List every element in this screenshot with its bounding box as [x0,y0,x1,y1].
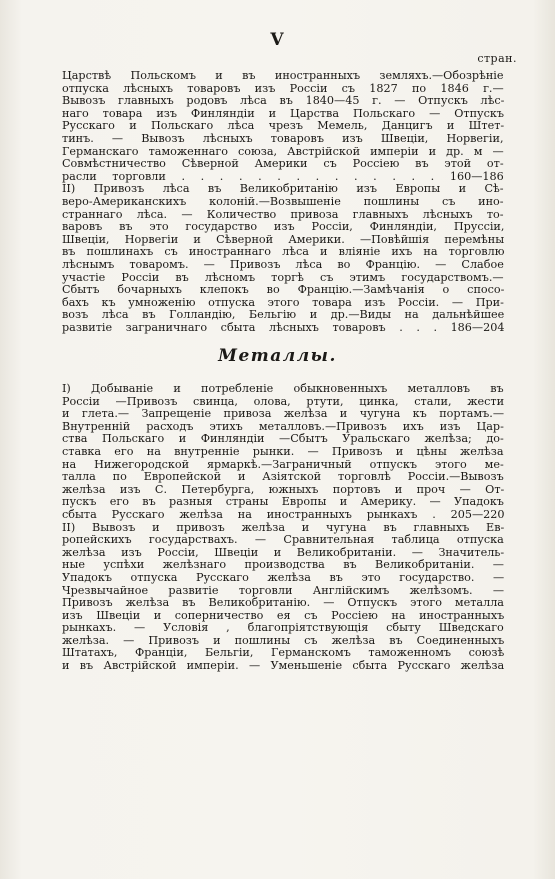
text-line: и въ Австрійской имперіи. — Уменьшеніе сбыта Русскаго желѣза [62,660,504,673]
page-column-label: стран. [477,52,517,65]
text-line: ропейскихъ государствахъ. — Сравнительная таблица отпуска [62,534,504,547]
text-line: расли торговли . . . . . . . . . . . . . . 160—186 [62,170,504,183]
text-line: желѣза. — Привозъ и пошлины съ желѣза въ Соединенныхъ [62,634,504,647]
text-line: I) Добываніе и потребленіе обыкновенныхъ металловъ въ [62,383,504,395]
contents-block-metals [62,383,504,673]
text-line: Внутренній расходъ этихъ металловъ.—Привозъ ихъ изъ Цар- [62,420,504,433]
text-line: на Нижегородской ярмаркѣ.—Заграничный отпускъ этого ме- [62,458,504,471]
text-line: желѣза изъ Россіи, Швеціи и Великобританіи. — Значитель- [62,546,504,559]
text-line: возъ лѣса въ Голландію, Бельгію и др.—Виды на дальнѣйшее [62,309,504,322]
text-line: Совмѣстничество Сѣверной Америки съ Россіею въ этой от- [62,158,504,171]
contents-block-timber [62,70,504,334]
text-line: Штатахъ, Франціи, Бельгіи, Германскомъ таможенномъ союзѣ [62,647,504,660]
text-line: Русскаго и Польскаго лѣса чрезъ Мемель, Данцигъ и Штет- [62,120,504,133]
text-line: пускъ его въ разныя страны Европы и Америку. — Упадокъ [62,496,504,509]
text-line: Чрезвычайное развитіе торговли Англійскимъ желѣзомъ. — [62,584,504,597]
text-line: желѣза изъ С. Петербурга, южныхъ портовъ и проч — От- [62,483,504,496]
text-line: тинъ. — Вывозъ лѣсныхъ товаровъ изъ Швеціи, Норвегіи, [62,132,504,145]
text-line: II) Привозъ лѣса въ Великобританію изъ Европы и Сѣ- [62,183,504,196]
text-line: II) Вывозъ и привозъ желѣза и чугуна въ главныхъ Ев- [62,521,504,534]
text-line: участіе Россіи въ лѣсномъ торгѣ съ этимъ государствомъ.— [62,271,504,284]
section-title: Металлы. [218,346,337,366]
text-line: бахъ къ умноженію отпуска этого товара изъ Россіи. — При- [62,296,504,309]
text-line: Упадокъ отпуска Русскаго желѣза въ это государство. — [62,571,504,584]
text-line: ства Польскаго и Финляндіи —Сбытъ Уральскаго желѣза; до- [62,433,504,446]
text-line: талла по Европейской и Азіятской торговлѣ Россіи.—Вывозъ [62,471,504,484]
text-line: Швеціи, Норвегіи и Сѣверной Америки. —Повѣйшія перемѣны [62,233,504,246]
text-line: Привозъ желѣза въ Великобританію. — Отпускъ этого металла [62,597,504,610]
text-line: ставка его на внутренніе рынки. — Привозъ и цѣны желѣза [62,445,504,458]
text-line: страннаго лѣса. — Количество привоза главныхъ лѣсныхъ то- [62,208,504,221]
text-line: рынкахъ. — Условія , благопріятствующія сбыту Шведскаго [62,622,504,635]
text-line: Вывозъ главныхъ родовъ лѣса въ 1840—45 г. — Отпускъ лѣс- [62,95,504,108]
text-line: варовъ въ это государство изъ Россіи, Финляндіи, Пруссіи, [62,221,504,234]
text-line: въ пошлинахъ съ иностраннаго лѣса и вліяніе ихъ на торговлю [62,246,504,259]
text-line: Царствѣ Польскомъ и въ иностранныхъ земляхъ.—Обозрѣніе [62,70,504,82]
text-line: Сбытъ бочарныхъ клепокъ во Францію.—Замѣчанія о спосо- [62,284,504,297]
text-line: изъ Швеціи и соперничество ея съ Россіею на иностранныхъ [62,609,504,622]
text-line: развитіе заграничнаго сбыта лѣсныхъ товаровъ . . . 186—204 [62,321,504,334]
text-line: Германскаго таможеннаго союза, Австрійской имперіи и др. м — [62,145,504,158]
page-numeral: V [270,30,285,50]
text-line: лѣснымъ товаромъ. — Привозъ лѣса во Францію. — Слабое [62,258,504,271]
text-line: Россіи —Привозъ свинца, олова, ртути, цинка, стали, жести [62,395,504,408]
text-line: отпуска лѣсныхъ товаровъ изъ Россіи съ 1827 по 1846 г.— [62,82,504,95]
text-line: наго товара изъ Финляндіи и Царства Польскаго — Отпускъ [62,107,504,120]
text-line: веро-Американскихъ колоній.—Возвышеніе пошлины съ ино- [62,195,504,208]
text-line: сбыта Русскаго желѣза на иностранныхъ рынкахъ . 205—220 [62,508,504,521]
text-line: ные успѣхи желѣзнаго производства въ Великобританіи. — [62,559,504,572]
text-line: и глета.— Запрещеніе привоза желѣза и чугуна къ портамъ.— [62,408,504,421]
